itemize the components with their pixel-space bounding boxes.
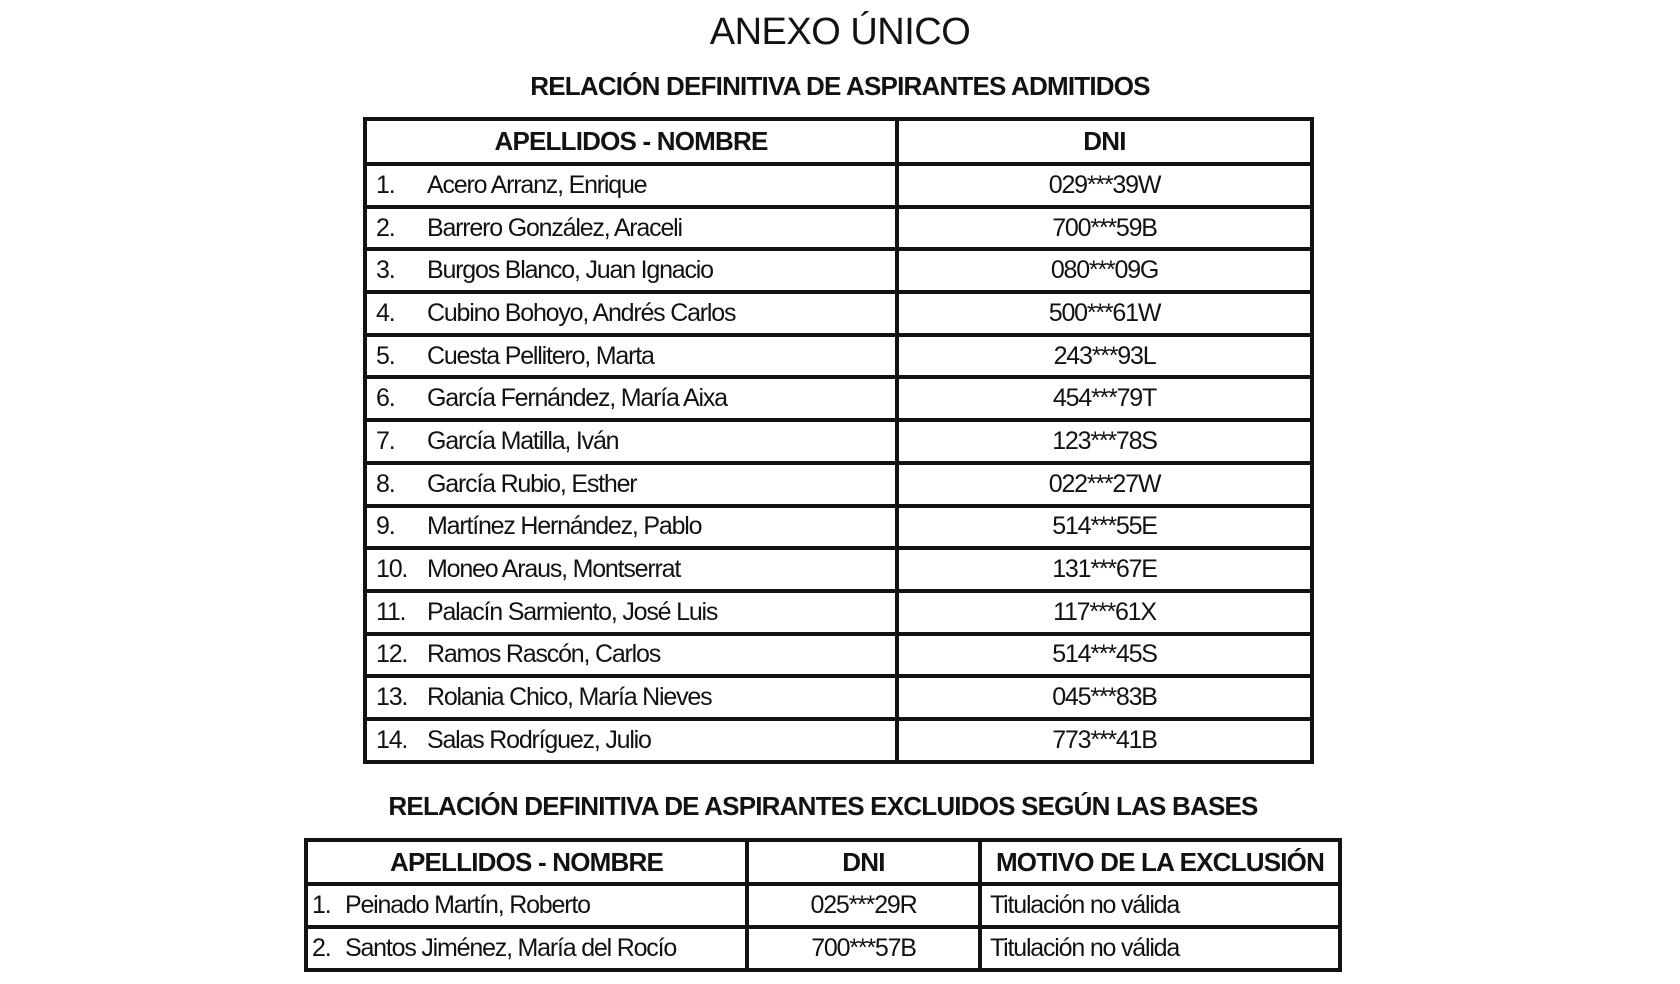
row-name: Cubino Bohoyo, Andrés Carlos [427, 298, 736, 327]
admitted-section-heading: RELACIÓN DEFINITIVA DE ASPIRANTES ADMITIDOS [530, 71, 1150, 101]
row-number: 8. [376, 469, 395, 498]
table-row [365, 335, 1312, 378]
cell-dni: 243***93L [897, 335, 1312, 378]
row-name: García Fernández, María Aixa [427, 384, 727, 413]
cell-dni: 117***61X [897, 591, 1312, 634]
excluded-table [304, 838, 1342, 972]
admitted-table [363, 117, 1314, 764]
cell-apellidos-nombre [365, 591, 897, 634]
excluded-header-apellidos-nombre: APELLIDOS - NOMBRE [306, 840, 747, 884]
excluded-header-dni: DNI [747, 840, 980, 884]
cell-apellidos-nombre [365, 249, 897, 292]
cell-dni: 454***79T [897, 377, 1312, 420]
cell-dni: 029***39W [897, 164, 1312, 207]
cell-dni: 080***09G [897, 249, 1312, 292]
table-row [365, 548, 1312, 591]
row-name: Cuesta Pellitero, Marta [427, 341, 654, 370]
excluded-header-motivo: MOTIVO DE LA EXCLUSIÓN [980, 840, 1340, 884]
cell-dni: 700***59B [897, 207, 1312, 250]
page-title: ANEXO ÚNICO [709, 11, 971, 53]
cell-apellidos-nombre [365, 420, 897, 463]
row-number: 1. [312, 890, 331, 919]
table-row [365, 207, 1312, 250]
row-number: 5. [376, 341, 395, 370]
row-name: Moneo Araus, Montserrat [427, 555, 681, 584]
row-name: Burgos Blanco, Juan Ignacio [427, 256, 713, 285]
row-number: 7. [376, 426, 395, 455]
row-number: 9. [376, 512, 395, 541]
row-name: Martínez Hernández, Pablo [427, 512, 702, 541]
row-name: Ramos Rascón, Carlos [427, 640, 661, 669]
row-name: Palacín Sarmiento, José Luis [427, 597, 718, 626]
cell-dni: 123***78S [897, 420, 1312, 463]
row-name: García Matilla, Iván [427, 426, 619, 455]
cell-dni: 514***55E [897, 506, 1312, 549]
cell-apellidos-nombre [365, 463, 897, 506]
table-row [365, 249, 1312, 292]
table-row [365, 292, 1312, 335]
cell-apellidos-nombre [365, 634, 897, 677]
table-row [365, 719, 1312, 762]
row-number: 2. [312, 933, 331, 962]
cell-motivo-exclusion: Titulación no válida [980, 884, 1340, 927]
row-name: Salas Rodríguez, Julio [427, 725, 651, 754]
row-number: 11. [376, 597, 406, 626]
row-number: 2. [376, 213, 395, 242]
cell-apellidos-nombre [365, 548, 897, 591]
table-row [365, 506, 1312, 549]
row-number: 13. [376, 683, 408, 712]
table-row [365, 164, 1312, 207]
table-row [365, 676, 1312, 719]
row-name: García Rubio, Esther [427, 469, 637, 498]
cell-dni: 022***27W [897, 463, 1312, 506]
row-number: 10. [376, 555, 408, 584]
cell-dni: 045***83B [897, 676, 1312, 719]
cell-apellidos-nombre [365, 164, 897, 207]
row-number: 4. [376, 298, 395, 327]
row-number: 12. [376, 640, 408, 669]
excluded-section-heading: RELACIÓN DEFINITIVA DE ASPIRANTES EXCLUIDOS SEGÚN LAS BASES [388, 791, 1258, 821]
table-row [365, 591, 1312, 634]
row-number: 1. [376, 170, 395, 199]
cell-apellidos-nombre [365, 292, 897, 335]
row-name: Rolania Chico, María Nieves [427, 683, 712, 712]
row-name: Santos Jiménez, María del Rocío [345, 933, 677, 962]
excluded-table-header-row [306, 840, 1340, 884]
table-row [365, 463, 1312, 506]
row-number: 3. [376, 256, 395, 285]
cell-dni: 025***29R [747, 884, 980, 927]
row-number: 6. [376, 384, 395, 413]
admitted-header-apellidos-nombre: APELLIDOS - NOMBRE [365, 119, 897, 164]
table-row [365, 377, 1312, 420]
cell-apellidos-nombre [365, 506, 897, 549]
row-name: Acero Arranz, Enrique [427, 170, 647, 199]
cell-apellidos-nombre [365, 377, 897, 420]
cell-dni: 131***67E [897, 548, 1312, 591]
admitted-header-dni: DNI [897, 119, 1312, 164]
cell-apellidos-nombre [365, 335, 897, 378]
admitted-table-header-row [365, 119, 1312, 164]
cell-apellidos-nombre [306, 927, 747, 970]
cell-dni: 500***61W [897, 292, 1312, 335]
table-row [365, 420, 1312, 463]
table-row [365, 634, 1312, 677]
row-number: 14. [376, 725, 408, 754]
row-name: Peinado Martín, Roberto [345, 890, 590, 919]
cell-apellidos-nombre [365, 719, 897, 762]
cell-apellidos-nombre [365, 207, 897, 250]
cell-dni: 700***57B [747, 927, 980, 970]
row-name: Barrero González, Araceli [427, 213, 682, 242]
cell-apellidos-nombre [365, 676, 897, 719]
cell-motivo-exclusion: Titulación no válida [980, 927, 1340, 970]
cell-apellidos-nombre [306, 884, 747, 927]
table-row [306, 884, 1340, 927]
cell-dni: 514***45S [897, 634, 1312, 677]
cell-dni: 773***41B [897, 719, 1312, 762]
table-row [306, 927, 1340, 970]
